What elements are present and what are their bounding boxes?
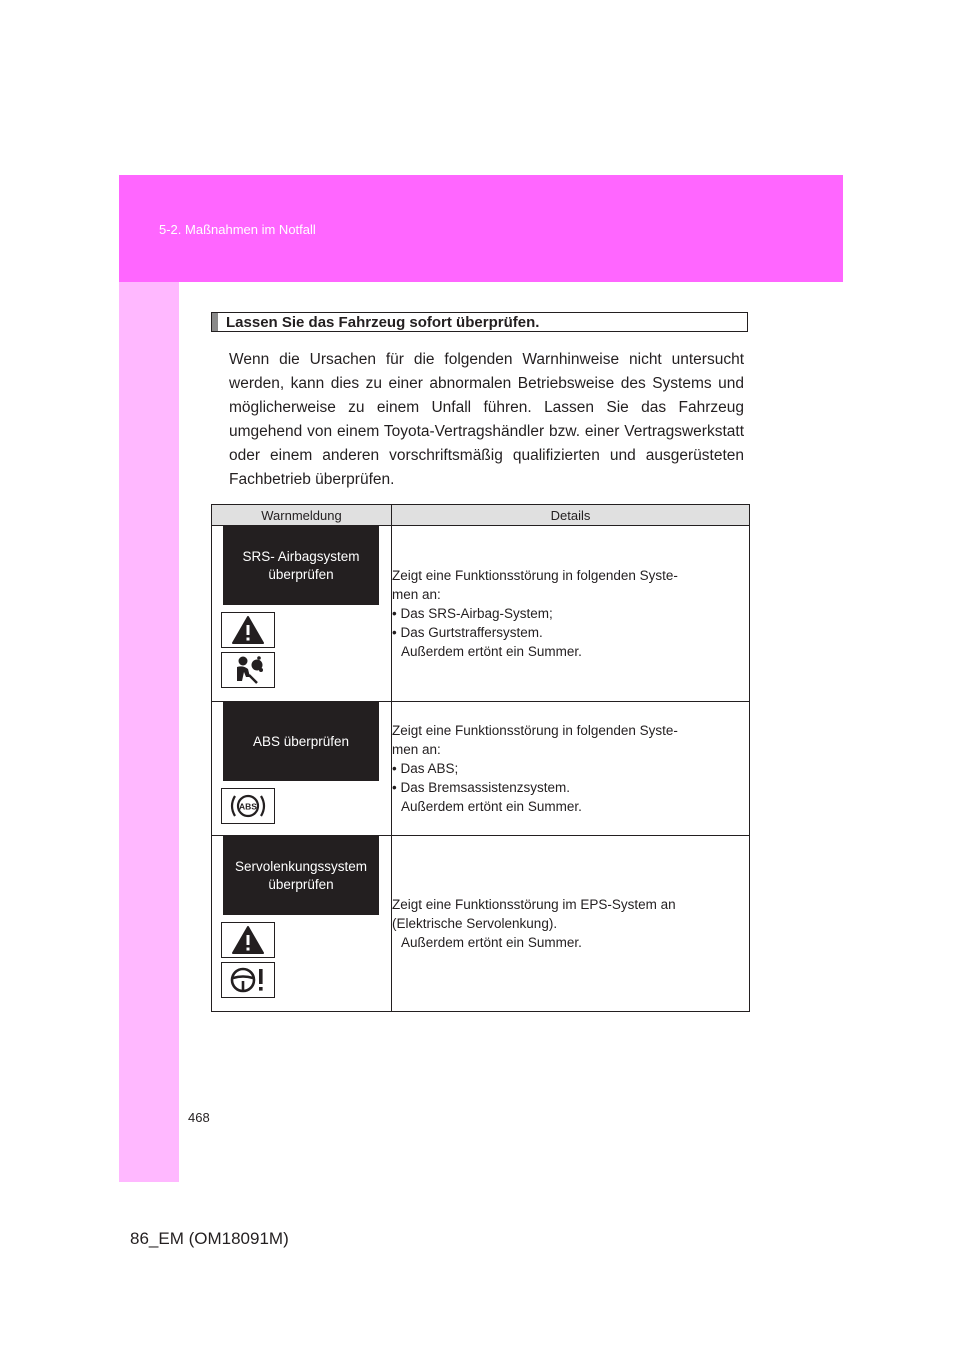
message-line: überprüfen	[268, 876, 334, 892]
detail-line: (Elektrische Servolenkung).	[392, 916, 558, 931]
side-band	[119, 282, 179, 1182]
warning-message-display	[223, 836, 379, 915]
manual-id: 86_EM (OM18091M)	[130, 1229, 289, 1248]
buzzer-note: Außerdem ertönt ein Summer.	[401, 644, 582, 659]
detail-line: • Das Gurtstraffersystem.	[392, 625, 543, 640]
column-header-message: Warnmeldung	[212, 505, 392, 526]
detail-line: men an:	[392, 742, 441, 757]
message-line: ABS überprüfen	[252, 733, 350, 749]
section-label: 5-2. Maßnahmen im Notfall	[159, 222, 316, 237]
warning-message-display	[223, 526, 379, 605]
detail-line: Zeigt eine Funktionsstörung im EPS-System an	[392, 897, 676, 912]
warning-table	[211, 504, 750, 1012]
buzzer-note: Außerdem ertönt ein Summer.	[401, 935, 582, 950]
buzzer-note: Außerdem ertönt ein Summer.	[401, 799, 582, 814]
svg-text:ABS: ABS	[239, 801, 257, 812]
message-cell	[212, 526, 392, 702]
page-number: 468	[188, 1110, 210, 1125]
detail-line: • Das ABS;	[392, 761, 459, 776]
message-cell	[212, 702, 392, 836]
details-cell	[392, 526, 750, 702]
message-line: überprüfen	[268, 566, 334, 582]
message-line: SRS- Airbagsystem	[242, 548, 360, 564]
detail-line: men an:	[392, 587, 441, 602]
heading-marker	[212, 313, 218, 331]
details-cell	[392, 836, 750, 1012]
table-row	[212, 526, 750, 702]
heading-text: Lassen Sie das Fahrzeug sofort überprüfen.	[226, 314, 540, 331]
warning-message-display	[223, 702, 379, 781]
detail-line: • Das SRS-Airbag-System;	[392, 606, 553, 621]
detail-line: Zeigt eine Funktionsstörung in folgenden Syste-	[392, 568, 678, 583]
detail-line: • Das Bremsassistenzsystem.	[392, 780, 571, 795]
table-row	[212, 836, 750, 1012]
column-header-details: Details	[392, 505, 750, 526]
section-heading	[211, 312, 748, 332]
warning-triangle-icon	[221, 612, 275, 648]
message-line: Servolenkungssystem	[234, 858, 368, 874]
warning-triangle-icon	[221, 922, 275, 958]
details-cell	[392, 702, 750, 836]
table-row	[212, 702, 750, 836]
abs-icon	[221, 788, 275, 824]
steering-warning-icon	[221, 962, 275, 998]
detail-line: Zeigt eine Funktionsstörung in folgenden Syste-	[392, 723, 678, 738]
airbag-icon	[221, 652, 275, 688]
intro-paragraph: Wenn die Ursachen für die folgenden Warnhinweise nicht untersucht werden, kann dies zu einer abnormalen Betriebsweise des Systems und möglicherweise zu einem Unfall führen. Lassen Sie das Fahrzeug umgehend von einem Toyota-Vertragshändler bzw. einer Vertragswerkstatt oder einem anderen vorschriftsmäßig qualifizierten und ausgerüsteten Fachbetrieb überprüfen.	[229, 351, 744, 488]
message-cell	[212, 836, 392, 1012]
table-header-row	[212, 505, 750, 526]
